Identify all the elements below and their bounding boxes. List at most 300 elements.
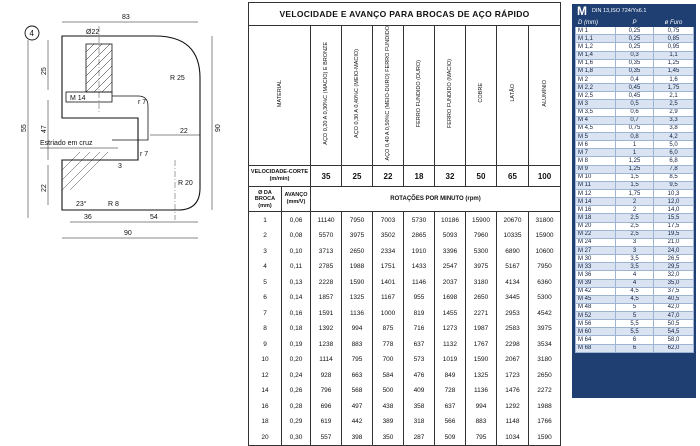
table-row [249,259,561,275]
rpm-cell: 928 [311,367,342,383]
cutting-speed-value: 50 [466,166,497,187]
rpm-cell: 1292 [497,398,529,414]
table-row [576,246,694,254]
rpm-cell: 2650 [466,290,497,306]
rpm-cell: 1000 [373,305,404,321]
thread-col-hole: ø Furo [654,19,694,27]
material-header-3: AÇO 0,40 A 0,50%C (MEIO-DURO) FERRO FUNDIDO [373,26,404,166]
table-row [576,303,694,311]
rpm-cell: 3445 [497,290,529,306]
thread-size-cell: M 39 [576,279,616,287]
thread-size-cell: M 52 [576,312,616,320]
thread-size-cell: M 1 [576,27,616,35]
thread-pitch-cell: 6 [616,336,654,344]
rpm-cell: 5093 [435,228,466,244]
table-row [576,43,694,51]
table-row [576,75,694,83]
thread-size-cell: M 12 [576,189,616,197]
cross-hatch [62,152,108,190]
thread-hole-cell: 10,3 [654,189,694,197]
thread-size-cell: M 24 [576,238,616,246]
table-row [576,84,694,92]
thread-size-cell: M 56 [576,320,616,328]
rpm-cell: 438 [373,398,404,414]
thread-pitch-cell: 0,45 [616,92,654,100]
thread-hole-cell: 1,1 [654,51,694,59]
rpm-cell: 7960 [466,228,497,244]
table-row [249,305,561,321]
thread-pitch-cell: 1,5 [616,181,654,189]
rpm-cell: 573 [404,352,435,368]
thread-hole-cell: 6,0 [654,149,694,157]
circle-number-text: 4 [29,29,34,38]
feed-cell: 0,29 [282,414,311,430]
drill-diameter-cell: 16 [249,398,282,414]
thread-size-cell: M 4 [576,116,616,124]
rpm-cell: 1325 [466,367,497,383]
thread-size-cell: M 45 [576,295,616,303]
rpm-cell: 1723 [497,367,529,383]
table-row [249,243,561,259]
dim-radius-bottom: R 20 [178,180,193,187]
rpm-cell: 566 [435,414,466,430]
thread-hole-cell: 40,5 [654,295,694,303]
thread-pitch-cell: 2,5 [616,230,654,238]
dim-right-height: 90 [215,124,222,132]
table-row [576,100,694,108]
thread-hole-cell: 4,2 [654,132,694,140]
drill-diameter-cell: 9 [249,336,282,352]
thread-pitch-cell: 1,75 [616,189,654,197]
thread-pitch-cell: 5 [616,303,654,311]
table-row [576,27,694,35]
thread-hole-cell: 1,75 [654,84,694,92]
thread-pitch-cell: 0,25 [616,43,654,51]
rpm-cell: 1325 [342,290,373,306]
material-header-8: ALUMÍNIO [529,26,561,166]
table-row [576,51,694,59]
rpm-cell: 3502 [373,228,404,244]
rpm-cell: 398 [342,429,373,445]
thread-size-cell: M 36 [576,271,616,279]
thread-pitch-cell: 5,5 [616,320,654,328]
thread-pitch-cell: 0,35 [616,59,654,67]
rpm-cell: 1590 [466,352,497,368]
dim-top-width: 83 [122,14,130,21]
drill-diameter-cell: 20 [249,429,282,445]
dim-left-top: 25 [41,67,48,75]
table-row [576,35,694,43]
rpm-cell: 442 [342,414,373,430]
rpm-cell: 875 [373,321,404,337]
rpm-cell: 3534 [529,336,561,352]
rpm-cell: 15900 [466,212,497,228]
table-row [576,116,694,124]
table-row [576,189,694,197]
rpm-cell: 796 [311,383,342,399]
thread-pitch-cell: 0,35 [616,67,654,75]
thread-hole-cell: 42,0 [654,303,694,311]
thread-pitch-cell: 2 [616,206,654,214]
thread-hole-cell: 7,8 [654,165,694,173]
drawing-svg [0,0,240,402]
thread-size-cell: M 16 [576,206,616,214]
rpm-cell: 2037 [435,274,466,290]
drill-speed-table [248,2,560,441]
thread-hole-cell: 29,5 [654,263,694,271]
rpm-cell: 389 [373,414,404,430]
feed-cell: 0,11 [282,259,311,275]
rpm-cell: 1019 [435,352,466,368]
thread-table-body [576,27,694,353]
material-header-6: COBRE [466,26,497,166]
rpm-cell: 2953 [497,305,529,321]
thread-pitch-cell: 0,6 [616,108,654,116]
table-row [249,429,561,445]
dim-slot: M 14 [70,95,86,102]
rpm-cell: 584 [373,367,404,383]
rpm-cell: 3180 [466,274,497,290]
thread-hole-cell: 62,0 [654,344,694,352]
thread-pitch-cell: 5 [616,312,654,320]
table-row [576,59,694,67]
table-row [576,92,694,100]
cutting-speed-value: 65 [497,166,529,187]
drill-diameter-cell: 1 [249,212,282,228]
rpm-cell: 10186 [435,212,466,228]
rpm-cell: 1910 [404,243,435,259]
thread-table-standard: DIN 13,ISO 724/Ys6.1 [592,8,647,14]
thread-hole-cell: 0,85 [654,35,694,43]
thread-pitch-cell: 0,7 [616,116,654,124]
feed-cell: 0,24 [282,367,311,383]
feed-cell: 0,06 [282,212,311,228]
cutting-speed-label: VELOCIDADE-CORTE (m/min) [249,166,311,187]
feed-cell: 0,16 [282,305,311,321]
table-row [576,132,694,140]
table-row [576,238,694,246]
table-row [576,295,694,303]
thread-pitch-cell: 0,75 [616,124,654,132]
cutting-speed-value: 100 [529,166,561,187]
thread-pitch-cell: 2,5 [616,222,654,230]
thread-size-cell: M 18 [576,214,616,222]
rpm-cell: 15900 [529,228,561,244]
table-row [576,214,694,222]
table-row [249,274,561,290]
table-row [249,228,561,244]
dim-radius-inner: r 7 [138,99,147,106]
material-header-5: FERRO FUNDIDO (MACIO) [435,26,466,166]
rpm-cell: 3713 [311,243,342,259]
table-row [576,312,694,320]
thread-hole-cell: 5,0 [654,141,694,149]
rpm-cell: 350 [373,429,404,445]
thread-size-cell: M 9 [576,165,616,173]
thread-pitch-cell: 1,25 [616,165,654,173]
rpm-cell: 795 [466,429,497,445]
rpm-cell: 497 [342,398,373,414]
rpm-cell: 1591 [311,305,342,321]
table-row [576,263,694,271]
rpm-cell: 409 [404,383,435,399]
thread-pitch-cell: 1 [616,141,654,149]
rpm-cell: 509 [435,429,466,445]
feed-cell: 0,30 [282,429,311,445]
rpm-cell: 3396 [435,243,466,259]
drill-diameter-cell: 6 [249,290,282,306]
dim-radius-8: R 8 [108,201,119,208]
thread-size-cell: M 30 [576,255,616,263]
rpm-cell: 2067 [497,352,529,368]
drill-table [248,2,561,446]
thread-hole-cell: 2,9 [654,108,694,116]
feed-cell: 0,14 [282,290,311,306]
rpm-cell: 1167 [373,290,404,306]
table-row [249,352,561,368]
table-row [576,165,694,173]
rpm-cell: 1455 [435,305,466,321]
feed-header: AVANÇO (mm/V) [282,187,311,212]
thread-size-cell: M 14 [576,198,616,206]
dim-radius-top: R 25 [170,75,185,82]
thread-size-cell: M 2 [576,75,616,83]
table-row [576,181,694,189]
table-row [249,321,561,337]
rpm-cell: 3975 [466,259,497,275]
rpm-cell: 318 [404,414,435,430]
table-row [576,149,694,157]
thread-hole-cell: 14,0 [654,206,694,214]
table-row [249,290,561,306]
table-row [576,141,694,149]
thread-hole-cell: 15,5 [654,214,694,222]
thread-size-cell: M 4,5 [576,124,616,132]
thread-size-cell: M 3,5 [576,108,616,116]
thread-size-cell: M 60 [576,328,616,336]
cutting-speed-value: 22 [373,166,404,187]
table-row [576,320,694,328]
dim-inner-22: 22 [180,128,188,135]
thread-hole-cell: 54,5 [654,328,694,336]
thread-pitch-cell: 0,5 [616,100,654,108]
rpm-cell: 1433 [404,259,435,275]
rpm-cell: 5570 [311,228,342,244]
thread-size-cell: M 22 [576,230,616,238]
thread-pitch-cell: 0,8 [616,132,654,140]
rpm-cell: 994 [466,398,497,414]
dim-left-bottom: 22 [41,184,48,192]
thread-hole-cell: 50,5 [654,320,694,328]
rpm-cell: 955 [404,290,435,306]
material-header-1: AÇO 0,20 A 0,30%C (MACIO) E BRONZE [311,26,342,166]
rpm-cell: 568 [342,383,373,399]
thread-hole-cell: 8,5 [654,173,694,181]
thread-hole-cell: 26,5 [654,255,694,263]
rpm-cell: 7950 [342,212,373,228]
thread-pitch-cell: 3,5 [616,255,654,263]
rpm-cell: 20670 [497,212,529,228]
thread-size-cell: M 42 [576,287,616,295]
rpm-cell: 883 [342,336,373,352]
rpm-cell: 31800 [529,212,561,228]
rpm-cell: 4134 [497,274,529,290]
thread-hole-cell: 3,8 [654,124,694,132]
cutting-speed-value: 32 [435,166,466,187]
thread-hole-cell: 9,5 [654,181,694,189]
thread-size-cell: M 64 [576,336,616,344]
rpm-cell: 1136 [466,383,497,399]
thread-col-pitch: P [616,19,654,27]
thread-size-cell: M 1,1 [576,35,616,43]
cutting-speed-value: 25 [342,166,373,187]
feed-cell: 0,28 [282,398,311,414]
thread-table-panel [572,4,696,398]
table-row [576,328,694,336]
cutting-speed-value: 35 [311,166,342,187]
thread-size-cell: M 3 [576,100,616,108]
table-row [249,336,561,352]
rpm-cell: 2228 [311,274,342,290]
rpm-cell: 7003 [373,212,404,228]
thread-size-cell: M 1,4 [576,51,616,59]
rpm-cell: 2272 [529,383,561,399]
rpm-cell: 1238 [311,336,342,352]
thread-hole-cell: 0,75 [654,27,694,35]
drill-diameter-cell: 3 [249,243,282,259]
thread-hole-cell: 12,0 [654,198,694,206]
dim-bottom-54: 54 [150,214,158,221]
rpm-cell: 716 [404,321,435,337]
rpm-cell: 1034 [497,429,529,445]
drill-diameter-cell: 18 [249,414,282,430]
rpm-cell: 10335 [497,228,529,244]
thread-pitch-cell: 1,5 [616,173,654,181]
rpm-cell: 778 [373,336,404,352]
thread-size-cell: M 2,2 [576,84,616,92]
feed-cell: 0,13 [282,274,311,290]
thread-pitch-cell: 0,3 [616,51,654,59]
table-row [576,198,694,206]
rpm-cell: 1132 [435,336,466,352]
material-header-4: FERRO FUNDIDO (DURO) [404,26,435,166]
thread-hole-cell: 21,0 [654,238,694,246]
table-row [576,279,694,287]
material-header: MATERIAL [249,26,311,166]
rpm-cell: 6360 [529,274,561,290]
rpm-cell: 1273 [435,321,466,337]
thread-pitch-cell: 1 [616,149,654,157]
thread-hole-cell: 1,45 [654,67,694,75]
rpm-cell: 1988 [529,398,561,414]
thread-pitch-cell: 5,5 [616,328,654,336]
rpm-cell: 1590 [342,274,373,290]
note-estriado: Estriado em cruz [40,140,93,147]
thread-pitch-cell: 4 [616,279,654,287]
table-row [249,367,561,383]
table-row [576,271,694,279]
thread-hole-cell: 2,1 [654,92,694,100]
rpm-cell: 476 [404,367,435,383]
thread-table [575,18,694,353]
rpm-cell: 637 [404,336,435,352]
table-row [576,336,694,344]
thread-pitch-cell: 0,45 [616,84,654,92]
drill-diameter-cell: 7 [249,305,282,321]
drill-diameter-cell: 12 [249,367,282,383]
drill-table-body [249,212,561,446]
rpm-cell: 994 [342,321,373,337]
rpm-cell: 3975 [529,321,561,337]
rpm-cell: 1590 [529,429,561,445]
dim-hole: Ø22 [86,29,100,36]
rpm-cell: 1767 [466,336,497,352]
thread-pitch-cell: 1,25 [616,157,654,165]
rpm-cell: 2650 [342,243,373,259]
table-row [576,255,694,263]
rpm-cell: 1766 [529,414,561,430]
rpm-cell: 1401 [373,274,404,290]
rpm-cell: 4542 [529,305,561,321]
rpm-cell: 6890 [497,243,529,259]
thread-hole-cell: 2,5 [654,100,694,108]
rpm-cell: 883 [466,414,497,430]
thread-size-cell: M 33 [576,263,616,271]
dim-bottom-36: 36 [84,214,92,221]
table-row [576,287,694,295]
thread-pitch-cell: 0,4 [616,75,654,83]
dim-left-mid: 47 [41,125,48,133]
thread-size-cell: M 11 [576,181,616,189]
table-row [249,414,561,430]
rpm-cell: 3975 [342,228,373,244]
thread-pitch-cell: 3 [616,246,654,254]
rpm-cell: 1698 [435,290,466,306]
rpm-cell: 1148 [497,414,529,430]
drill-diameter-cell: 8 [249,321,282,337]
rpm-cell: 663 [342,367,373,383]
rpm-cell: 795 [342,352,373,368]
feed-cell: 0,08 [282,228,311,244]
thread-pitch-cell: 3,5 [616,263,654,271]
table-row [576,157,694,165]
feed-cell: 0,20 [282,352,311,368]
table-row [249,212,561,228]
rpm-cell: 696 [311,398,342,414]
thread-pitch-cell: 3 [616,238,654,246]
table-row [576,124,694,132]
thread-pitch-cell: 2,5 [616,214,654,222]
rpm-cell: 2271 [466,305,497,321]
rpm-cell: 287 [404,429,435,445]
thread-hole-cell: 35,0 [654,279,694,287]
rpm-cell: 1988 [342,259,373,275]
thread-size-cell: M 1,2 [576,43,616,51]
drill-diameter-cell: 2 [249,228,282,244]
thread-hole-cell: 3,3 [654,116,694,124]
drill-diameter-cell: 4 [249,259,282,275]
rpm-cell: 2334 [373,243,404,259]
thread-table-header [572,4,696,18]
rpm-cell: 358 [404,398,435,414]
rpm-cell: 5300 [529,290,561,306]
feed-cell: 0,10 [282,243,311,259]
thread-pitch-cell: 0,25 [616,27,654,35]
table-row [576,222,694,230]
rpm-cell: 619 [311,414,342,430]
feed-cell: 0,18 [282,321,311,337]
thread-hole-cell: 19,5 [654,230,694,238]
